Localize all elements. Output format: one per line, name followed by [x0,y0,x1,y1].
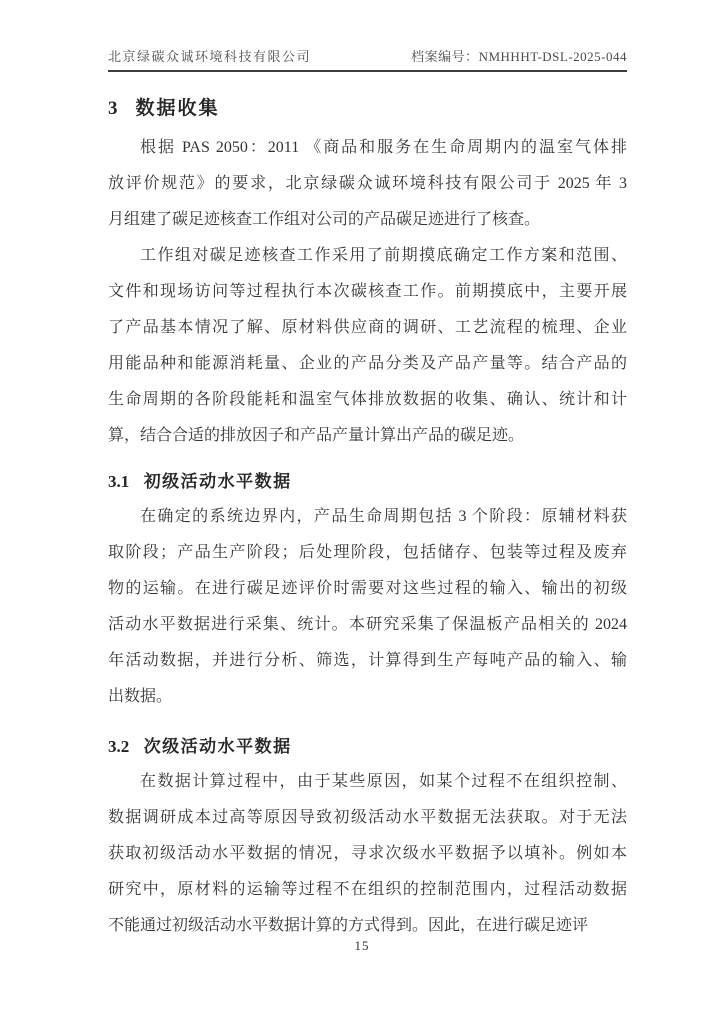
section-number: 3 [108,98,118,119]
section-title-text: 数据收集 [135,98,220,119]
text-line: 文件和现场访问等过程执行本次碳核查工作。前期摸底中，主要开展 [108,283,627,300]
header-company-name: 北京绿碳众诚环境科技有限公司 [108,49,312,64]
paragraph [108,130,627,238]
section-heading-3-1 [108,471,627,493]
text-line: 研究中，原材料的运输等过程不在组织的控制范围内，过程活动数据 [108,881,627,898]
text-line: 不能通过初级活动水平数据计算的方式得到。因此，在进行碳足迹评 [108,917,589,934]
section-title-text: 初级活动水平数据 [143,472,292,491]
paragraph [108,499,627,715]
paragraph [108,238,627,454]
text-line: 物的运输。在进行碳足迹评价时需要对这些过程的输入、输出的初级 [108,580,627,597]
text-line: 根据 PAS 2050：2011 《商品和服务在生命周期内的温室气体排 [140,139,627,156]
header-doc-number: 档案编号：NMHHHT-DSL-2025-044 [411,49,627,64]
text-line: 了产品基本情况了解、原材料供应商的调研、工艺流程的梳理、企业 [108,319,627,336]
text-line: 算，结合合适的排放因子和产品产量计算出产品的碳足迹。 [108,427,525,444]
text-line: 出数据。 [108,688,173,705]
section-heading-3 [108,97,627,121]
page-header [108,46,627,72]
paragraph [108,764,627,944]
text-line: 工作组对碳足迹核查工作采用了前期摸底确定工作方案和范围、 [140,247,627,264]
section-title-text: 次级活动水平数据 [143,737,292,756]
text-line: 获取初级活动水平数据的情况，寻求次级水平数据予以填补。例如本 [108,845,627,862]
section-number: 3.1 [108,472,130,491]
text-line: 月组建了碳足迹核查工作组对公司的产品碳足迹进行了核查。 [108,211,541,228]
section-number: 3.2 [108,737,130,756]
section-heading-3-2 [108,736,627,758]
text-line: 取阶段；产品生产阶段；后处理阶段，包括储存、包装等过程及废弃 [108,544,627,561]
text-line: 用能品种和能源消耗量、企业的产品分类及产品产量等。结合产品的 [108,355,627,372]
text-line: 在确定的系统边界内，产品生命周期包括 3 个阶段：原辅材料获 [140,508,627,525]
text-line: 活动水平数据进行采集、统计。本研究采集了保温板产品相关的 2024 [108,616,627,633]
text-line: 数据调研成本过高等原因导致初级活动水平数据无法获取。对于无法 [108,809,627,826]
text-line: 生命周期的各阶段能耗和温室气体排放数据的收集、确认、统计和计 [108,391,627,408]
text-line: 在数据计算过程中，由于某些原因，如某个过程不在组织控制、 [140,773,627,790]
page-content [108,46,627,944]
text-line: 放评价规范》的要求，北京绿碳众诚环境科技有限公司于 2025 年 3 [108,175,627,192]
text-line: 年活动数据，并进行分析、筛选，计算得到生产每吨产品的输入、输 [108,652,627,669]
page-number: 15 [354,938,370,953]
